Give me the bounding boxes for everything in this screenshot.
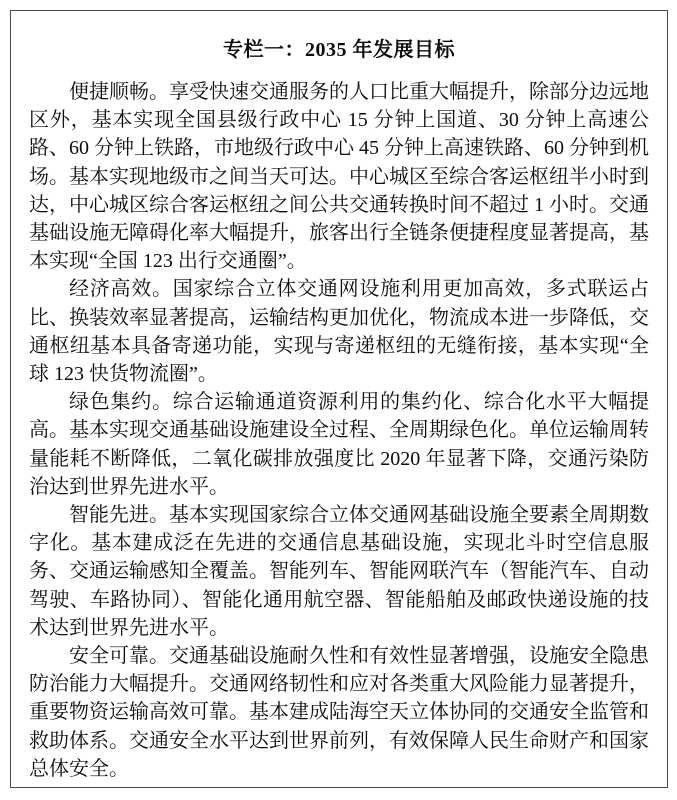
- paragraph-convenient-smooth: 便捷顺畅。享受快速交通服务的人口比重大幅提升，除部分边远地区外，基本实现全国县级行政中心 15 分钟上国道、30 分钟上高速公路、60 分钟上铁路，市地级行政中心 45 分钟上高速铁路、60 分钟到机场。基本实现地级市之间当天可达。中心城区至综合客运枢纽半小时到达，中心城区综合客运枢纽之间公共交通转换时间不超过 1 小时。交通基础设施无障碍化率大幅提升，旅客出行全链条便捷程度显著提高，基本实现“全国 123 出行交通圈”。: [29, 81, 649, 273]
- column-box: [10, 10, 668, 788]
- column-body: [29, 78, 649, 783]
- paragraph-economic-efficient: 经济高效。国家综合立体交通网设施利用更加高效，多式联运占比、换装效率显著提高，运输结构更加优化，物流成本进一步降低，交通枢纽基本具备寄递功能，实现与寄递枢纽的无缝衔接，基本实现“全球 123 快货物流圈”。: [29, 278, 649, 386]
- column-title: 专栏一：2035 年发展目标: [223, 39, 455, 61]
- paragraph-green-intensive: 绿色集约。综合运输通道资源利用的集约化、综合化水平大幅提高。基本实现交通基础设施建设全过程、全周期绿色化。单位运输周转量能耗不断降低，二氧化碳排放强度比 2020 年显著下降，交通污染防治达到世界先进水平。: [29, 391, 649, 498]
- paragraph-safe-reliable: 安全可靠。交通基础设施耐久性和有效性显著增强，设施安全隐患防治能力大幅提升。交通网络韧性和应对各类重大风险能力显著提升，重要物资运输高效可靠。基本建成陆海空天立体协同的交通安全监管和救助体系。交通安全水平达到世界前列，有效保障人民生命财产和国家总体安全。: [29, 645, 649, 780]
- paragraph-intelligent-advanced: 智能先进。基本实现国家综合立体交通网基础设施全要素全周期数字化。基本建成泛在先进的交通信息基础设施，实现北斗时空信息服务、交通运输感知全覆盖。智能列车、智能网联汽车（智能汽车、自动驾驶、车路协同）、智能化通用航空器、智能船舶及邮政快递设施的技术达到世界先进水平。: [29, 504, 649, 639]
